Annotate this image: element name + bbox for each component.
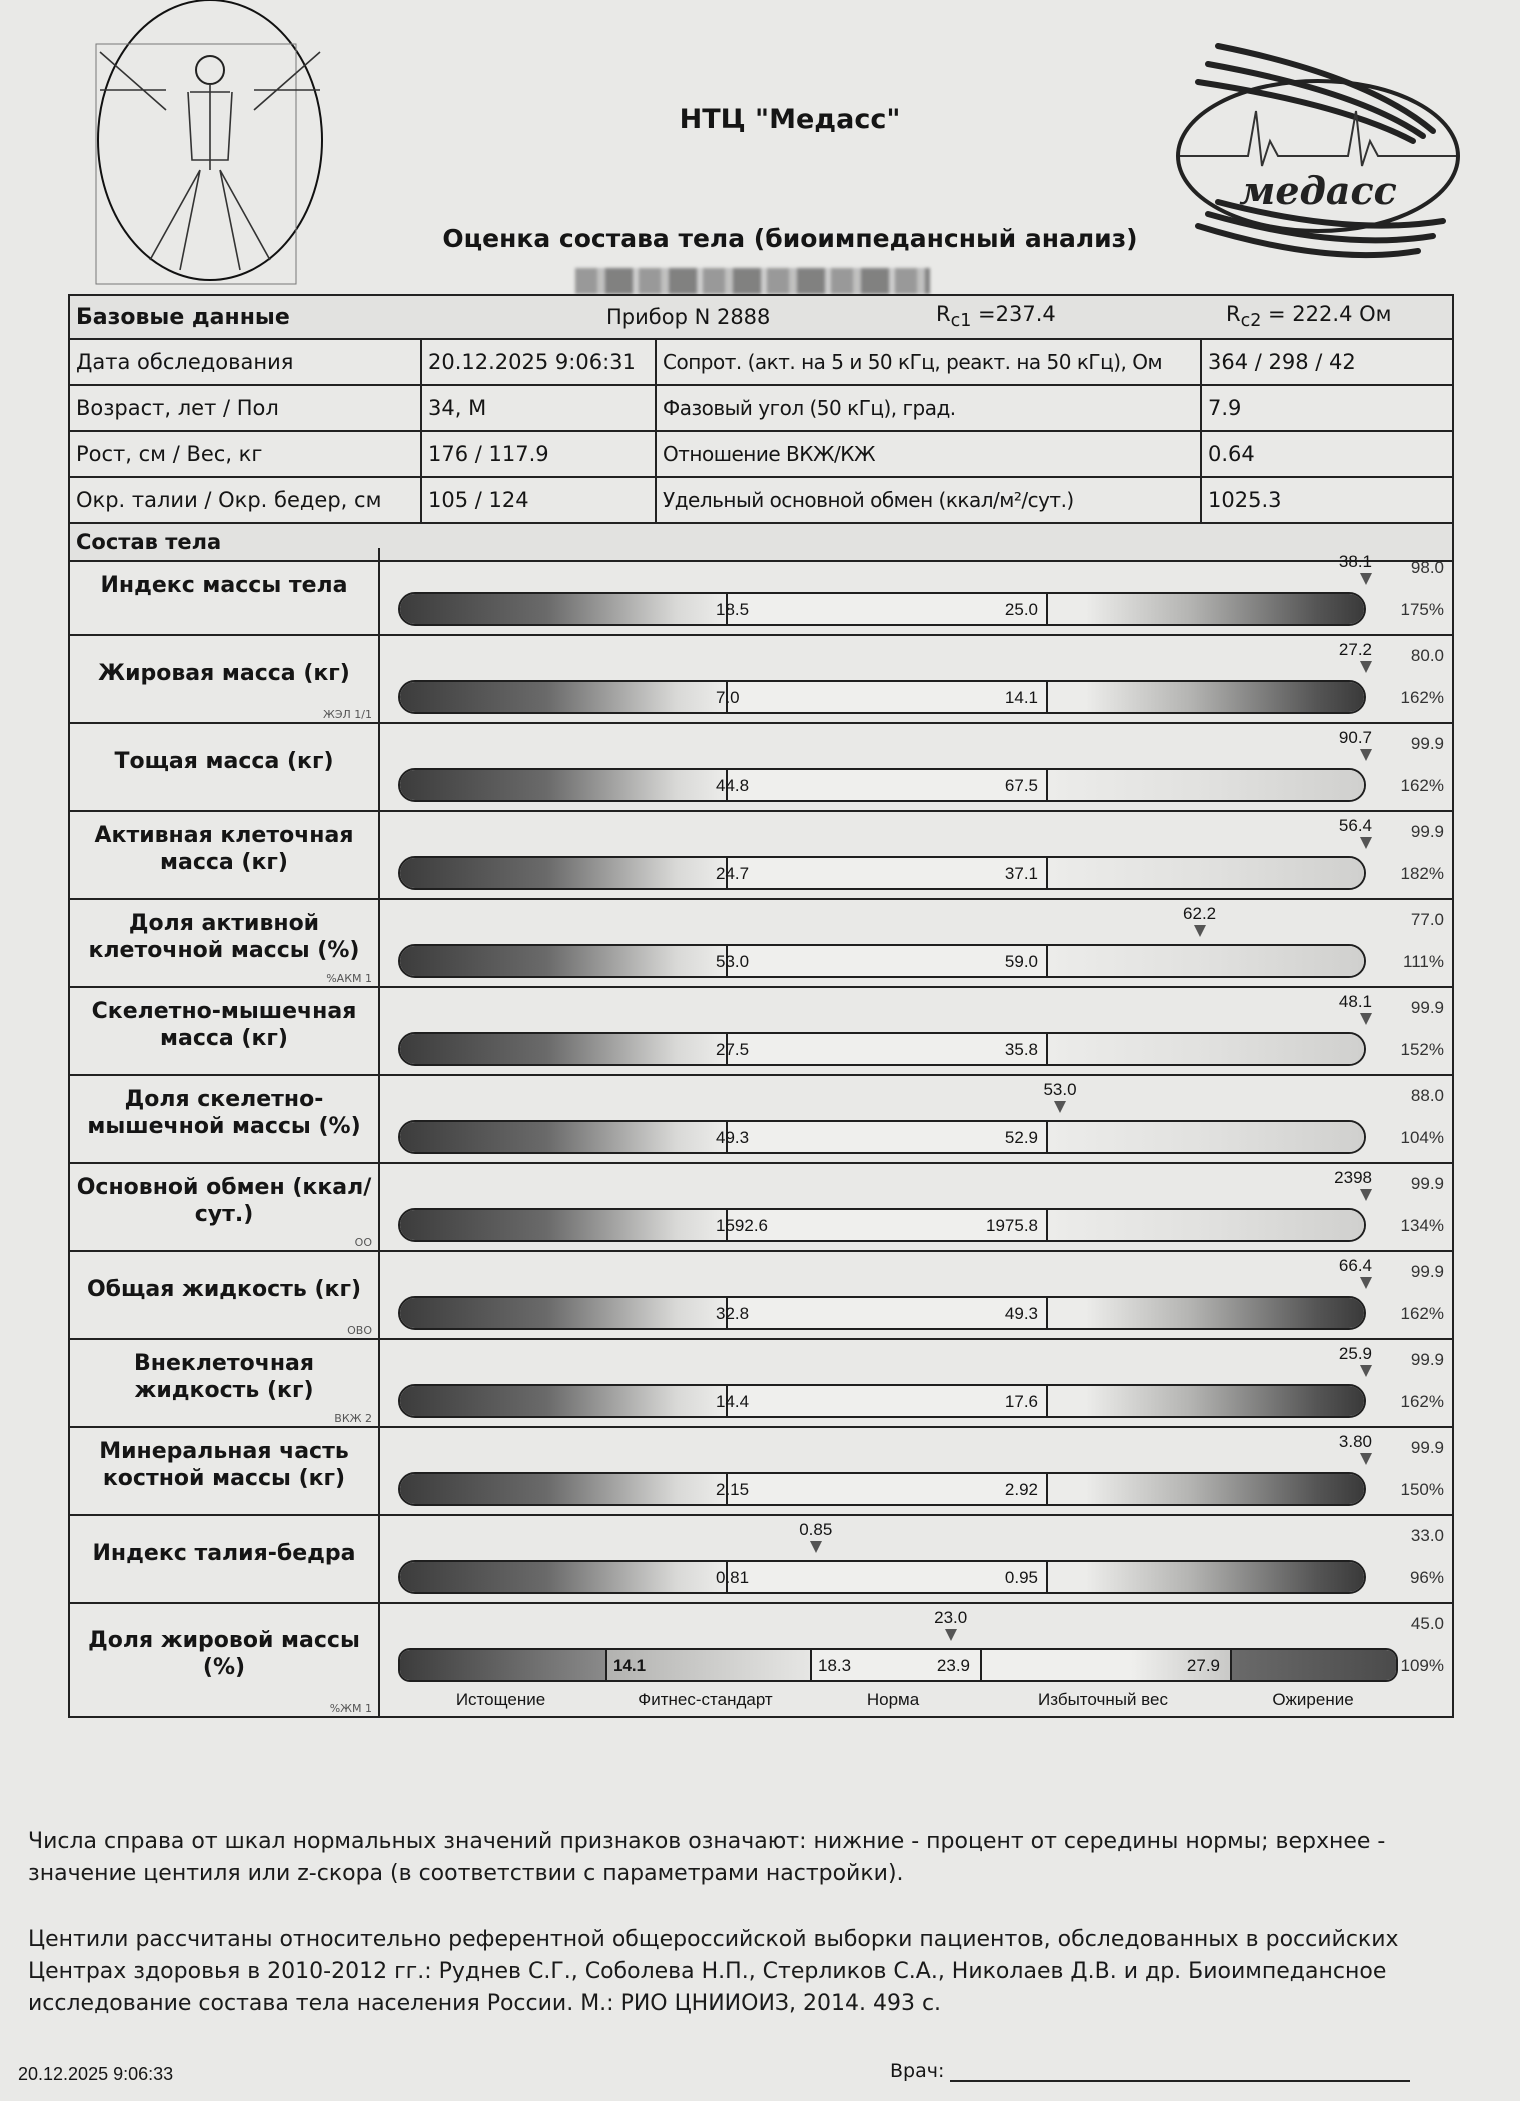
scale-above-norm	[1048, 946, 1364, 976]
norm-low-value: 14.4	[716, 1392, 750, 1411]
row-label	[70, 1516, 380, 1602]
percent-of-norm: 162%	[1400, 776, 1444, 795]
centile-value: 98.0	[1410, 558, 1444, 577]
base-label: Возраст, лет / Пол	[70, 386, 422, 430]
scale-above-norm	[1048, 682, 1364, 712]
composition-row	[70, 988, 1452, 1076]
scale-below-norm	[400, 682, 726, 712]
fat-category-label: Ожирение	[1272, 1690, 1354, 1709]
fat-threshold-value: 27.9	[1186, 1656, 1220, 1675]
norm-high-value: 67.5	[1004, 776, 1038, 795]
scale-below-norm	[400, 1562, 726, 1592]
row-label-text: Доля жировой массы (%)	[88, 1628, 360, 1680]
base-value: 7.9	[1208, 396, 1242, 420]
norm-low-value: 0.81	[716, 1568, 750, 1587]
row-label	[70, 988, 380, 1074]
base-data-table	[68, 294, 1454, 562]
fat-category-label: Норма	[866, 1690, 920, 1709]
scale-bar	[398, 1032, 1366, 1066]
base-value: 1025.3	[1208, 488, 1282, 512]
value-marker-icon	[1360, 1453, 1372, 1465]
percent-of-norm: 150%	[1400, 1480, 1444, 1499]
norm-high-value: 1975.8	[986, 1216, 1038, 1235]
measured-value: 53.0	[1043, 1080, 1077, 1099]
composition-row	[70, 1516, 1452, 1604]
scale-above-norm	[1048, 1474, 1364, 1504]
composition-row	[70, 724, 1452, 812]
base-value: 176 / 117.9	[422, 432, 657, 476]
norm-high-value: 52.9	[1004, 1128, 1038, 1147]
scale-below-norm	[400, 1386, 726, 1416]
measured-value: 0.85	[799, 1520, 833, 1539]
base-label: Отношение ВКЖ/КЖ	[657, 432, 1202, 476]
norm-scale	[380, 548, 1452, 634]
organization-title: НТЦ "Медасс"	[679, 104, 901, 135]
printed-timestamp: 20.12.2025 9:06:33	[18, 2064, 174, 2084]
percent-of-norm: 152%	[1400, 1040, 1444, 1059]
value-marker-icon	[1360, 1277, 1372, 1289]
percent-of-norm: 162%	[1400, 1392, 1444, 1411]
doctor-label: Врач:	[890, 2060, 945, 2082]
row-label-text: Минеральная часть костной массы (кг)	[99, 1439, 349, 1491]
centile-value: 77.0	[1410, 910, 1444, 929]
scale-below-norm	[400, 594, 726, 624]
base-label: Дата обследования	[70, 340, 422, 384]
scale-above-norm	[1048, 770, 1364, 800]
fat-threshold-value: 23.9	[936, 1656, 970, 1675]
scale-below-norm	[400, 1298, 726, 1328]
centile-value: 99.9	[1410, 998, 1444, 1017]
base-row	[70, 386, 1452, 432]
norm-low-value: 49.3	[716, 1128, 750, 1147]
rc2-readout	[1226, 302, 1391, 331]
value-marker-icon	[1360, 1365, 1372, 1377]
centile-value: 99.9	[1410, 1174, 1444, 1193]
norm-high-value: 37.1	[1004, 864, 1038, 883]
composition-row	[70, 1428, 1452, 1516]
base-row	[70, 432, 1452, 478]
percent-of-norm: 96%	[1409, 1568, 1444, 1587]
scale-above-norm	[1048, 1562, 1364, 1592]
value-marker-icon	[1360, 661, 1372, 673]
norm-high-value: 35.8	[1004, 1040, 1038, 1059]
fat-category-label: Истощение	[455, 1690, 546, 1709]
row-label-text: Активная клеточная масса (кг)	[94, 823, 354, 875]
document-title: Оценка состава тела (биоимпедансный анализ)	[442, 224, 1138, 253]
measured-value: 2398	[1334, 1168, 1372, 1187]
note-scale-explanation: Числа справа от шкал нормальных значений признаков означают: нижние - процент от середины нормы; верхнее - значение центиля или z-скора (в соответствии с параметрами настройки).	[28, 1829, 1386, 1886]
rc2-sub: c2	[1240, 311, 1262, 332]
patient-name-redacted	[575, 268, 930, 294]
doctor-signature-field	[890, 2060, 1410, 2082]
row-label	[70, 1164, 380, 1250]
measured-value: 25.9	[1338, 1344, 1372, 1363]
base-value: 0.64	[1208, 442, 1255, 466]
fat-threshold-value: 14.1	[613, 1656, 647, 1675]
row-code: %ЖМ 1	[329, 1702, 372, 1715]
base-label: Сопрот. (акт. на 5 и 50 кГц, реакт. на 50 кГц), Ом	[657, 340, 1202, 384]
centile-value: 45.0	[1410, 1614, 1444, 1633]
scale-bar	[398, 1472, 1366, 1506]
measured-value: 62.2	[1183, 904, 1217, 923]
fat-scale-bar	[398, 1648, 1398, 1682]
norm-low-value: 32.8	[716, 1304, 750, 1323]
fat-category-segment	[400, 1650, 605, 1680]
scale-above-norm	[1048, 1034, 1364, 1064]
rc2-label: R	[1226, 302, 1241, 327]
scale-below-norm	[400, 1474, 726, 1504]
composition-row	[70, 1076, 1452, 1164]
base-value: 105 / 124	[422, 478, 657, 522]
composition-title: Состав тела	[70, 524, 1452, 562]
measured-value: 48.1	[1338, 992, 1372, 1011]
row-label-text: Внеклеточная жидкость (кг)	[134, 1351, 314, 1403]
scale-bar	[398, 680, 1366, 714]
row-label	[70, 1076, 380, 1162]
scale-bar	[398, 856, 1366, 890]
fat-category-label: Избыточный вес	[1038, 1690, 1168, 1709]
scale-below-norm	[400, 1034, 726, 1064]
value-marker-icon	[810, 1541, 822, 1553]
value-marker-icon	[1360, 1189, 1372, 1201]
scale-above-norm	[1048, 1122, 1364, 1152]
base-value: 364 / 298 / 42	[1208, 350, 1356, 374]
row-code: ЖЭЛ 1/1	[322, 708, 372, 721]
row-label-text: Индекс талия-бедра	[92, 1540, 356, 1566]
norm-low-value: 2.15	[716, 1480, 750, 1499]
centile-value: 99.9	[1410, 734, 1444, 753]
scale-below-norm	[400, 858, 726, 888]
row-label	[70, 1252, 380, 1338]
norm-scale	[380, 1428, 1452, 1514]
scale-bar	[398, 592, 1366, 626]
rc1-label: R	[936, 302, 951, 327]
value-marker-icon	[1360, 1013, 1372, 1025]
norm-high-value: 0.95	[1004, 1568, 1038, 1587]
base-value: 34, М	[422, 386, 657, 430]
percent-of-norm: 175%	[1400, 600, 1444, 619]
base-value: 20.12.2025 9:06:31	[422, 340, 657, 384]
norm-scale	[380, 900, 1452, 986]
value-marker-icon	[1360, 837, 1372, 849]
measured-value: 90.7	[1338, 728, 1372, 747]
row-label	[70, 548, 380, 634]
percent-of-norm: 162%	[1400, 688, 1444, 707]
measured-value: 3.80	[1338, 1432, 1372, 1451]
scale-above-norm	[1048, 858, 1364, 888]
signature-line	[950, 2062, 1410, 2082]
rc1-value: =237.4	[971, 302, 1056, 327]
norm-high-value: 25.0	[1004, 600, 1038, 619]
scale-bar	[398, 768, 1366, 802]
norm-low-value: 1592.6	[716, 1216, 768, 1235]
centile-value: 99.9	[1410, 1262, 1444, 1281]
base-label: Фазовый угол (50 кГц), град.	[657, 386, 1202, 430]
norm-scale	[380, 1164, 1452, 1250]
value-marker-icon	[1360, 573, 1372, 585]
norm-scale	[380, 636, 1452, 722]
value-marker-icon	[1360, 749, 1372, 761]
row-label-text: Индекс массы тела	[100, 572, 348, 598]
row-label	[70, 724, 380, 810]
scale-bar	[398, 1384, 1366, 1418]
composition-row	[70, 1340, 1452, 1428]
base-data-title: Базовые данные	[76, 304, 290, 330]
norm-low-value: 7.0	[716, 688, 740, 707]
scale-above-norm	[1048, 1298, 1364, 1328]
row-label-text: Скелетно-мышечная масса (кг)	[91, 999, 357, 1051]
percent-of-norm: 111%	[1403, 952, 1444, 971]
norm-scale	[380, 1340, 1452, 1426]
norm-scale	[380, 724, 1452, 810]
scale-below-norm	[400, 1122, 726, 1152]
centile-value: 33.0	[1410, 1526, 1444, 1545]
measured-value: 38.1	[1338, 552, 1372, 571]
row-code: %АКМ 1	[326, 972, 372, 985]
fat-percent-scale	[380, 1604, 1452, 1716]
norm-high-value: 59.0	[1004, 952, 1038, 971]
composition-table	[68, 548, 1454, 1718]
composition-row	[70, 1164, 1452, 1252]
fat-category-segment	[1230, 1650, 1398, 1680]
norm-high-value: 49.3	[1004, 1304, 1038, 1323]
centile-value: 99.9	[1410, 822, 1444, 841]
value-marker-icon	[945, 1629, 957, 1641]
row-label	[70, 1604, 380, 1716]
value-marker-icon	[1054, 1101, 1066, 1113]
scale-bar	[398, 1296, 1366, 1330]
base-label: Окр. талии / Окр. бедер, см	[70, 478, 422, 522]
fat-threshold-value: 18.3	[818, 1656, 852, 1675]
device-number: Прибор N 2888	[606, 305, 771, 329]
composition-row	[70, 636, 1452, 724]
percent-of-norm: 109%	[1400, 1656, 1444, 1675]
norm-scale	[380, 988, 1452, 1074]
scale-bar	[398, 944, 1366, 978]
measured-value: 23.0	[934, 1608, 968, 1627]
rc1-readout	[936, 302, 1226, 331]
rc1-sub: c1	[950, 311, 972, 332]
composition-row	[70, 812, 1452, 900]
composition-row-fat-percent	[70, 1604, 1452, 1716]
percent-of-norm: 134%	[1400, 1216, 1444, 1235]
base-row	[70, 478, 1452, 524]
row-label	[70, 812, 380, 898]
percent-of-norm: 162%	[1400, 1304, 1444, 1323]
norm-low-value: 27.5	[716, 1040, 750, 1059]
base-label: Рост, см / Вес, кг	[70, 432, 422, 476]
rc2-value: = 222.4 Ом	[1261, 302, 1392, 327]
row-label	[70, 900, 380, 986]
norm-scale	[380, 812, 1452, 898]
measured-value: 56.4	[1338, 816, 1372, 835]
row-label-text: Доля скелетно-мышечной массы (%)	[87, 1087, 361, 1139]
row-label	[70, 1428, 380, 1514]
scale-below-norm	[400, 770, 726, 800]
row-code: ВКЖ 2	[334, 1412, 372, 1425]
row-code: ОО	[354, 1236, 372, 1249]
norm-scale	[380, 1252, 1452, 1338]
scale-bar	[398, 1560, 1366, 1594]
centile-value: 99.9	[1410, 1438, 1444, 1457]
scale-bar	[398, 1120, 1366, 1154]
base-label: Удельный основной обмен (ккал/м²/сут.)	[657, 478, 1202, 522]
norm-scale	[380, 1076, 1452, 1162]
norm-low-value: 24.7	[716, 864, 750, 883]
percent-of-norm: 104%	[1400, 1128, 1444, 1147]
row-label	[70, 1340, 380, 1426]
svg-text:медасс: медасс	[1239, 168, 1397, 213]
row-label-text: Доля активной клеточной массы (%)	[88, 911, 360, 963]
value-marker-icon	[1194, 925, 1206, 937]
row-label-text: Жировая масса (кг)	[98, 660, 350, 686]
norm-high-value: 2.92	[1004, 1480, 1038, 1499]
scale-bar	[398, 1208, 1366, 1242]
note-centiles-reference: Центили рассчитаны относительно референтной общероссийской выборки пациентов, обследованных в российских Центрах здоровья в 2010-2012 гг.: Руднев С.Г., Соболева Н.П., Стерликов С.А., Николаев Д.В. и др. Биоимпедансное исследование состава тела населения России. М.: РИО ЦНИИОИЗ, 2014. 493 с.	[28, 1927, 1399, 2016]
norm-low-value: 53.0	[716, 952, 750, 971]
norm-high-value: 17.6	[1004, 1392, 1038, 1411]
scale-below-norm	[400, 946, 726, 976]
row-label-text: Основной обмен (ккал/сут.)	[76, 1175, 372, 1227]
scale-below-norm	[400, 1210, 726, 1240]
composition-row	[70, 900, 1452, 988]
centile-value: 99.9	[1410, 1350, 1444, 1369]
centile-value: 80.0	[1410, 646, 1444, 665]
norm-high-value: 14.1	[1004, 688, 1038, 707]
composition-row	[70, 548, 1452, 636]
norm-low-value: 44.8	[716, 776, 750, 795]
composition-row	[70, 1252, 1452, 1340]
centile-value: 88.0	[1410, 1086, 1444, 1105]
row-label	[70, 636, 380, 722]
scale-above-norm	[1048, 1386, 1364, 1416]
percent-of-norm: 182%	[1400, 864, 1444, 883]
scale-above-norm	[1048, 1210, 1364, 1240]
scale-above-norm	[1048, 594, 1364, 624]
row-code: ОВО	[347, 1324, 372, 1337]
norm-scale	[380, 1516, 1452, 1602]
norm-low-value: 18.5	[716, 600, 750, 619]
row-label-text: Тощая масса (кг)	[114, 748, 334, 774]
base-row	[70, 340, 1452, 386]
measured-value: 66.4	[1338, 1256, 1372, 1275]
row-label-text: Общая жидкость (кг)	[86, 1276, 362, 1302]
measured-value: 27.2	[1338, 640, 1372, 659]
base-data-header	[70, 296, 1452, 340]
fat-category-label: Фитнес-стандарт	[638, 1690, 773, 1709]
